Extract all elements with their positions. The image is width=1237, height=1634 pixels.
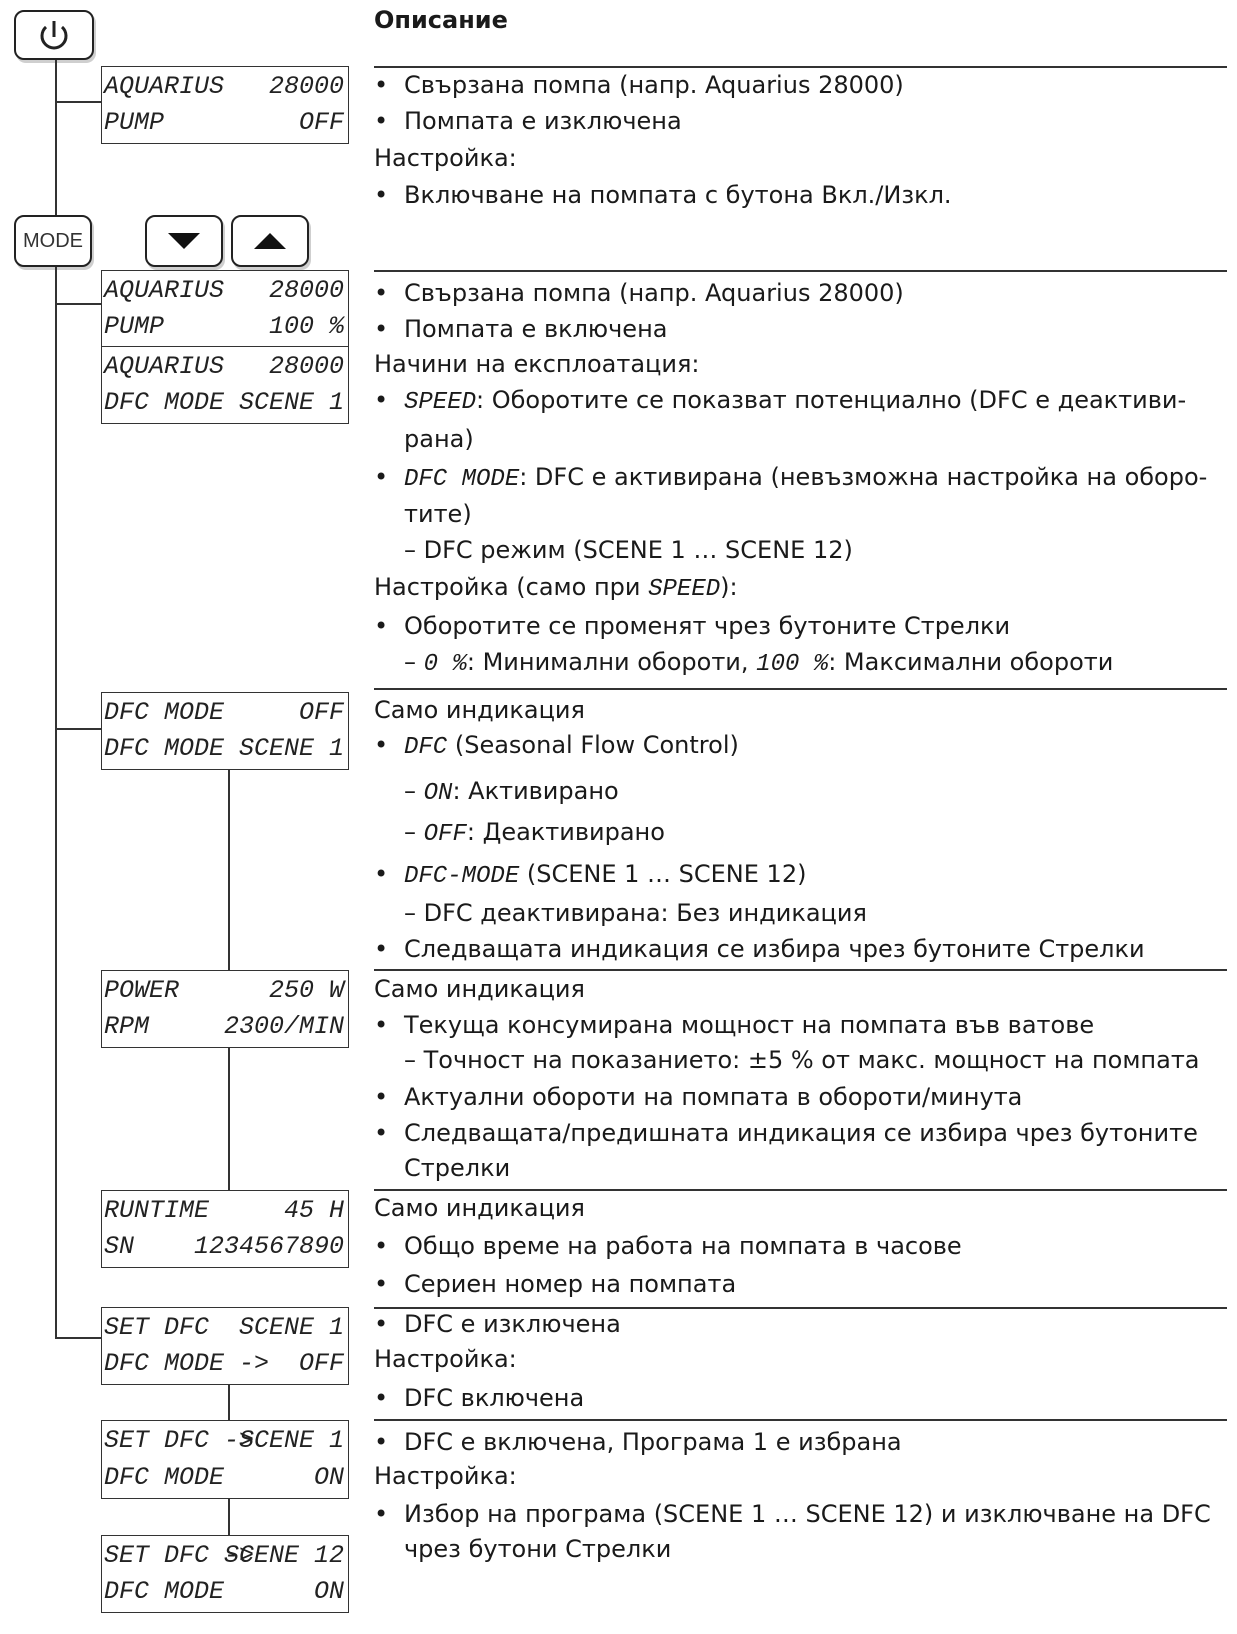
lcd-text: DFC MODE bbox=[104, 734, 225, 763]
lcd-text: RUNTIME bbox=[104, 1196, 210, 1225]
lcd-term: DFC-MODE bbox=[404, 863, 520, 890]
lcd-text: POWER bbox=[104, 976, 180, 1005]
item-text: (Seasonal Flow Control) bbox=[447, 731, 739, 759]
label-text: ): bbox=[720, 573, 738, 601]
lcd-text: AQUARIUS bbox=[104, 72, 225, 101]
sub-item: – 0 %: Минимални обороти, 100 %: Максимални обороти bbox=[404, 648, 1114, 678]
lcd-value: SCENE 12 bbox=[223, 1541, 344, 1570]
list-item: • Свързана помпа (напр. Aquarius 28000) bbox=[404, 276, 904, 310]
connector-line bbox=[55, 728, 101, 730]
lcd-value: 28000 bbox=[268, 276, 344, 305]
item-text: : Активирано bbox=[452, 777, 619, 805]
lcd-value: SCENE 1 bbox=[238, 1313, 344, 1342]
arrow-down-button[interactable] bbox=[145, 215, 223, 267]
lcd-term: 100 % bbox=[756, 651, 829, 678]
lcd-text: DFC MODE bbox=[104, 698, 225, 727]
page-title: Описание bbox=[374, 6, 508, 34]
list-item bbox=[404, 460, 1207, 497]
list-item: • Свързана помпа (напр. Aquarius 28000) bbox=[404, 68, 904, 102]
lcd-display bbox=[101, 346, 349, 424]
lcd-value: 100 % bbox=[268, 312, 344, 341]
arrow-down-icon bbox=[147, 217, 221, 265]
item-text: : Минимални обороти, bbox=[466, 648, 757, 676]
connector-line bbox=[228, 1499, 230, 1535]
item-text: : DFC е активирана (невъзможна настройка на оборо- bbox=[519, 463, 1208, 491]
list-item bbox=[404, 728, 739, 765]
connector-line bbox=[55, 60, 57, 215]
lcd-term: SPEED bbox=[404, 389, 477, 416]
item-text: (SCENE 1 … SCENE 12) bbox=[519, 860, 807, 888]
list-item: • Помпата е включена bbox=[404, 312, 667, 346]
list-item bbox=[404, 857, 806, 894]
lcd-value: SCENE 1 bbox=[238, 1426, 344, 1455]
label-text: Настройка (само при bbox=[374, 573, 649, 601]
lcd-term: SPEED bbox=[648, 576, 721, 603]
section-label: Настройка: bbox=[374, 1462, 517, 1490]
list-item: • DFC включена bbox=[404, 1381, 584, 1415]
connector-line bbox=[55, 303, 101, 305]
section-label: Начини на експлоатация: bbox=[374, 350, 700, 378]
connector-line bbox=[228, 1385, 230, 1420]
connector-line bbox=[228, 770, 230, 970]
mode-button-label: MODE bbox=[23, 229, 83, 252]
sub-item: – Точност на показанието: ±5 % от макс. мощност на помпата bbox=[404, 1046, 1200, 1074]
list-item: • Избор на програма (SCENE 1 … SCENE 12) и изключване на DFC bbox=[404, 1497, 1211, 1531]
section-label: Настройка: bbox=[374, 1345, 517, 1373]
lcd-text: RPM bbox=[104, 1012, 150, 1041]
lcd-value: 2300/MIN bbox=[223, 1012, 344, 1041]
lcd-display bbox=[101, 1190, 349, 1268]
sub-item: – DFC деактивирана: Без индикация bbox=[404, 899, 867, 927]
power-icon bbox=[16, 12, 92, 58]
item-continuation: Стрелки bbox=[404, 1154, 511, 1182]
lcd-value: 250 W bbox=[268, 976, 344, 1005]
lcd-text: AQUARIUS bbox=[104, 352, 225, 381]
lcd-value: 1234567890 bbox=[193, 1232, 344, 1261]
lcd-value: OFF bbox=[298, 698, 344, 727]
lcd-text: DFC MODE bbox=[104, 388, 225, 417]
lcd-text: SET DFC -> bbox=[104, 1426, 255, 1455]
divider bbox=[374, 270, 1227, 272]
item-continuation: тите) bbox=[404, 500, 472, 528]
lcd-display bbox=[101, 692, 349, 770]
list-item: • Актуални обороти на помпата в обороти/минута bbox=[404, 1080, 1022, 1114]
lcd-text: DFC MODE -> bbox=[104, 1349, 270, 1378]
list-item bbox=[404, 383, 1186, 420]
list-item: • Включване на помпата с бутона Вкл./Изкл. bbox=[404, 178, 952, 212]
connector-line bbox=[55, 267, 57, 1338]
lcd-display bbox=[101, 66, 349, 144]
connector-line bbox=[55, 101, 101, 103]
mode-button[interactable] bbox=[14, 215, 92, 267]
lcd-value: 45 H bbox=[283, 1196, 344, 1225]
lcd-display bbox=[101, 270, 349, 348]
lcd-text: DFC MODE bbox=[104, 1463, 225, 1492]
section-label: Само индикация bbox=[374, 1194, 585, 1222]
lcd-term: DFC MODE bbox=[404, 466, 520, 493]
lcd-term: 0 % bbox=[423, 651, 467, 678]
lcd-text: DFC MODE bbox=[104, 1577, 225, 1606]
item-continuation: рана) bbox=[404, 425, 474, 453]
list-item: • DFC е изключена bbox=[404, 1307, 621, 1341]
list-item: • DFC е включена, Програма 1 е избрана bbox=[404, 1425, 902, 1459]
lcd-text: SN bbox=[104, 1232, 135, 1261]
sub-item: – DFC режим (SCENE 1 … SCENE 12) bbox=[404, 536, 853, 564]
section-label: Настройка: bbox=[374, 144, 517, 172]
lcd-term: ON bbox=[423, 780, 453, 807]
item-continuation: чрез бутони Стрелки bbox=[404, 1535, 672, 1563]
lcd-text: SET DFC bbox=[104, 1313, 210, 1342]
power-button[interactable] bbox=[14, 10, 94, 60]
lcd-text: PUMP bbox=[104, 312, 165, 341]
list-item: • Следващата индикация се избира чрез бутоните Стрелки bbox=[404, 932, 1145, 966]
lcd-value: ON bbox=[313, 1463, 344, 1492]
list-item: • Помпата е изключена bbox=[404, 104, 682, 138]
lcd-term: DFC bbox=[404, 734, 448, 761]
lcd-text: SET DFC -> bbox=[104, 1541, 255, 1570]
list-item: • Общо време на работа на помпата в часове bbox=[404, 1229, 962, 1263]
sub-item: – ON: Активирано bbox=[404, 777, 619, 807]
section-label: Само индикация bbox=[374, 975, 585, 1003]
lcd-display bbox=[101, 1420, 349, 1499]
list-item: • Текуща консумирана мощност на помпата във ватове bbox=[404, 1008, 1094, 1042]
lcd-value: 28000 bbox=[268, 72, 344, 101]
connector-line bbox=[228, 1048, 230, 1190]
lcd-value: ON bbox=[313, 1577, 344, 1606]
list-item: • Следващата/предишната индикация се избира чрез бутоните bbox=[404, 1116, 1198, 1150]
lcd-value: SCENE 1 bbox=[238, 734, 344, 763]
connector-line bbox=[55, 1337, 101, 1339]
item-text: : Максимални обороти bbox=[828, 648, 1114, 676]
lcd-display bbox=[101, 1535, 349, 1613]
section-label bbox=[374, 570, 738, 607]
list-item: • Сериен номер на помпата bbox=[404, 1267, 736, 1301]
lcd-display bbox=[101, 970, 349, 1048]
lcd-text: PUMP bbox=[104, 108, 165, 137]
lcd-text: AQUARIUS bbox=[104, 276, 225, 305]
lcd-value: OFF bbox=[298, 108, 344, 137]
sub-item: – OFF: Деактивирано bbox=[404, 818, 665, 848]
section-label: Само индикация bbox=[374, 696, 585, 724]
lcd-display bbox=[101, 1307, 349, 1385]
item-text: : Оборотите се показват потенциално (DFC е деактиви- bbox=[476, 386, 1187, 414]
item-text: : Деактивирано bbox=[466, 818, 665, 846]
divider bbox=[374, 688, 1227, 690]
list-item: • Оборотите се променят чрез бутоните Стрелки bbox=[404, 609, 1010, 643]
lcd-value: 28000 bbox=[268, 352, 344, 381]
divider bbox=[374, 969, 1227, 971]
divider bbox=[374, 1419, 1227, 1421]
lcd-value: SCENE 1 bbox=[238, 388, 344, 417]
arrow-up-button[interactable] bbox=[231, 215, 309, 267]
arrow-up-icon bbox=[233, 217, 307, 265]
lcd-term: OFF bbox=[423, 821, 467, 848]
lcd-value: OFF bbox=[298, 1349, 344, 1378]
